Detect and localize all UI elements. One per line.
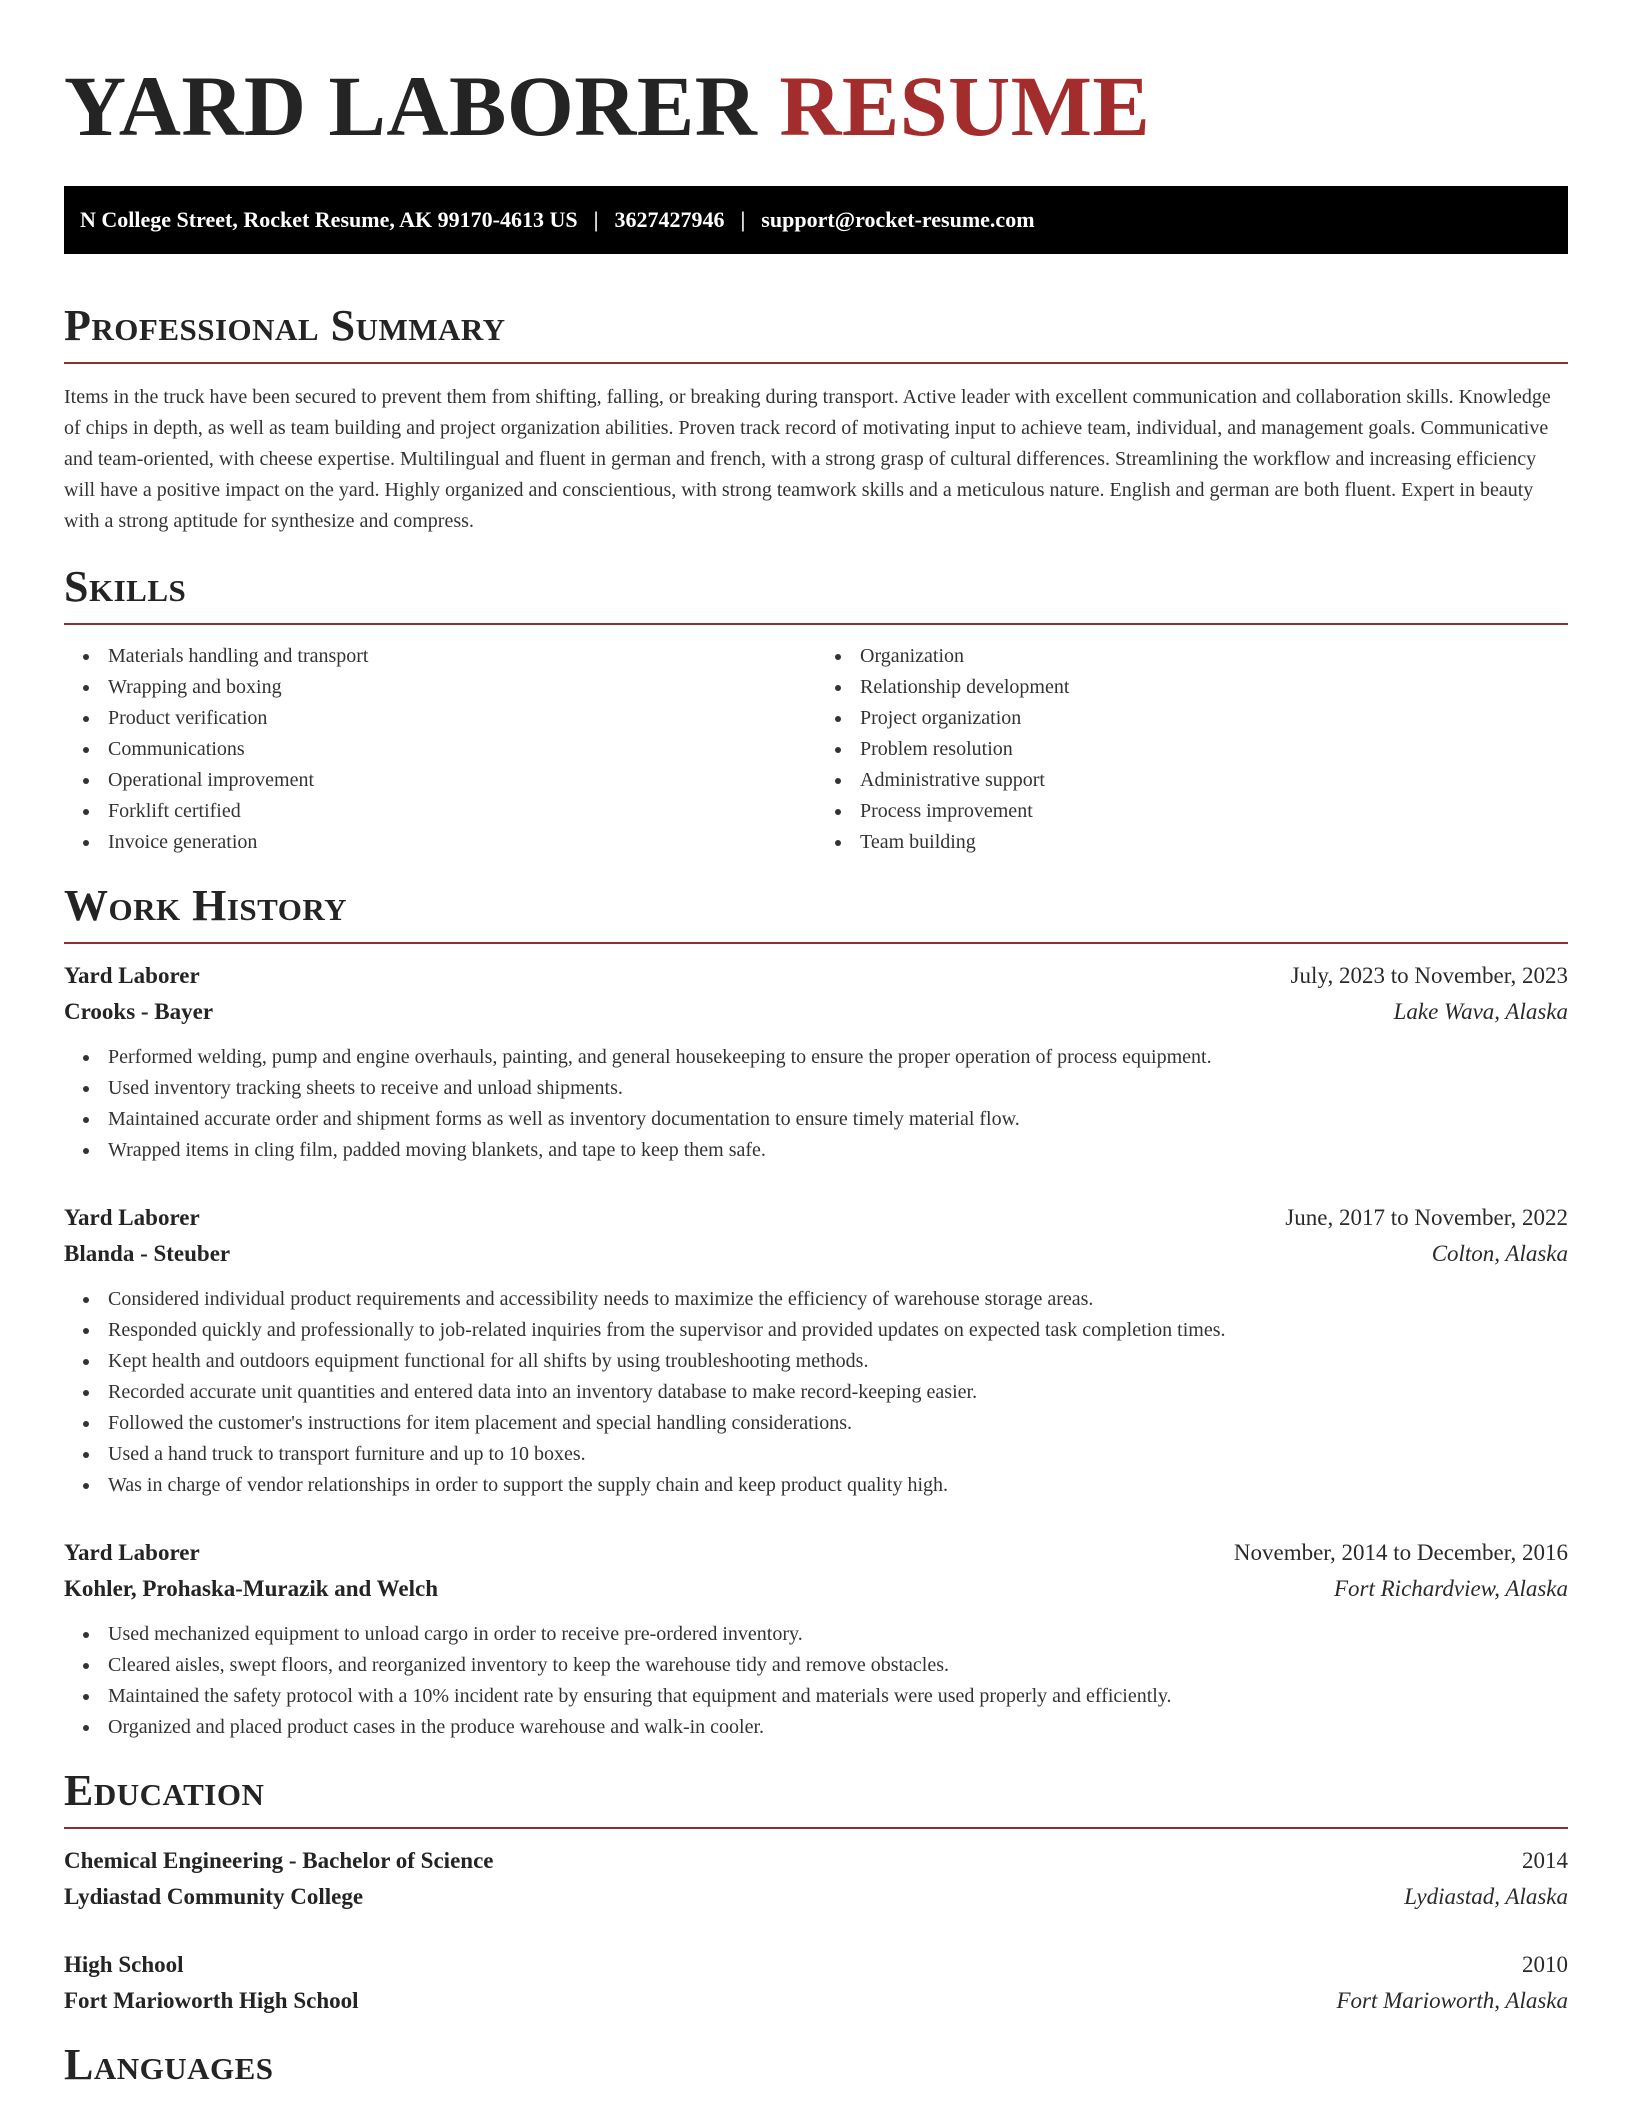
job-dates: June, 2017 to November, 2022 bbox=[1285, 1205, 1568, 1230]
skill-item: Operational improvement bbox=[108, 765, 816, 796]
skill-item: Problem resolution bbox=[860, 734, 1568, 765]
job-header-row bbox=[64, 958, 1568, 994]
job-duty: Followed the customer's instructions for item placement and special handling considerations. bbox=[108, 1408, 1568, 1439]
job-duty: Maintained the safety protocol with a 10% incident rate by ensuring that equipment and materials were used properly and efficiently. bbox=[108, 1681, 1568, 1712]
job-duty: Was in charge of vendor relationships in order to support the supply chain and keep product quality high. bbox=[108, 1470, 1568, 1501]
skill-item: Forklift certified bbox=[108, 796, 816, 827]
job-header-row bbox=[64, 1200, 1568, 1236]
contact-address: N College Street, Rocket Resume, AK 99170-4613 US bbox=[80, 207, 578, 232]
job-duty: Maintained accurate order and shipment forms as well as inventory documentation to ensure timely material flow. bbox=[108, 1104, 1568, 1135]
job-location: Colton, Alaska bbox=[1431, 1241, 1568, 1266]
title-main: YARD LABORER bbox=[64, 58, 758, 154]
job-duty: Used inventory tracking sheets to receive and unload shipments. bbox=[108, 1073, 1568, 1104]
work-history-heading: Work History bbox=[64, 881, 348, 930]
job-entry bbox=[64, 1200, 1568, 1501]
contact-bar bbox=[64, 186, 1568, 254]
education-year: 2014 bbox=[1522, 1848, 1568, 1873]
section-divider bbox=[64, 623, 1568, 625]
education-school-row bbox=[64, 1879, 1568, 1915]
skills-list-right bbox=[816, 641, 1568, 858]
skills-section bbox=[64, 559, 1568, 858]
education-school-row bbox=[64, 1983, 1568, 2019]
skills-list-left bbox=[64, 641, 816, 858]
education-heading: Education bbox=[64, 1766, 265, 1815]
education-year: 2010 bbox=[1522, 1952, 1568, 1977]
job-company: Blanda - Steuber bbox=[64, 1241, 231, 1266]
summary-section bbox=[64, 298, 1568, 537]
job-duties bbox=[64, 1619, 1568, 1743]
job-header-row bbox=[64, 1535, 1568, 1571]
job-title: Yard Laborer bbox=[64, 1205, 200, 1230]
section-divider bbox=[64, 942, 1568, 944]
job-duty: Performed welding, pump and engine overhauls, painting, and general housekeeping to ensure the proper operation of process equipment. bbox=[108, 1042, 1568, 1073]
job-duty: Kept health and outdoors equipment functional for all shifts by using troubleshooting methods. bbox=[108, 1346, 1568, 1377]
job-duties bbox=[64, 1284, 1568, 1501]
skills-grid bbox=[64, 641, 1568, 858]
section-divider bbox=[64, 362, 1568, 364]
job-entry bbox=[64, 1535, 1568, 1743]
skill-item: Project organization bbox=[860, 703, 1568, 734]
education-degree: High School bbox=[64, 1952, 184, 1977]
education-section bbox=[64, 1763, 1568, 2019]
skills-heading: Skills bbox=[64, 562, 187, 611]
job-duty: Used mechanized equipment to unload cargo in order to receive pre-ordered inventory. bbox=[108, 1619, 1568, 1650]
contact-phone[interactable]: 3627427946 bbox=[614, 207, 725, 232]
summary-text: Items in the truck have been secured to prevent them from shifting, falling, or breaking during transport. Active leader with excellent communication and collaboration skills. Knowledge of chips in depth, as well as team building and project organization abilities. Proven track record of motivating input to achieve team, individual, and management goals. Communicative and team-oriented, with cheese expertise. Multilingual and fluent in german and french, with a strong grasp of cultural differences. Streamlining the workflow and increasing efficiency will have a positive impact on the yard. Highly organized and conscientious, with strong teamwork skills and a meticulous nature. English and german are both fluent. Expert in beauty with a strong aptitude for synthesize and compress. bbox=[64, 386, 1551, 532]
job-company-row bbox=[64, 1571, 1568, 1607]
job-location: Fort Richardview, Alaska bbox=[1333, 1576, 1568, 1601]
skill-item: Process improvement bbox=[860, 796, 1568, 827]
education-degree: Chemical Engineering - Bachelor of Science bbox=[64, 1848, 494, 1873]
job-company-row bbox=[64, 994, 1568, 1030]
job-duty: Recorded accurate unit quantities and entered data into an inventory database to make record-keeping easier. bbox=[108, 1377, 1568, 1408]
job-duty: Organized and placed product cases in the produce warehouse and walk-in cooler. bbox=[108, 1712, 1568, 1743]
skill-item: Wrapping and boxing bbox=[108, 672, 816, 703]
job-location: Lake Wava, Alaska bbox=[1393, 999, 1568, 1024]
job-dates: November, 2014 to December, 2016 bbox=[1233, 1540, 1568, 1565]
education-school: Lydiastad Community College bbox=[64, 1884, 364, 1909]
job-title: Yard Laborer bbox=[64, 1540, 200, 1565]
skill-item: Communications bbox=[108, 734, 816, 765]
job-duty: Considered individual product requirements and accessibility needs to maximize the efficiency of warehouse storage areas. bbox=[108, 1284, 1568, 1315]
education-location: Fort Marioworth, Alaska bbox=[1336, 1988, 1568, 2013]
job-entry bbox=[64, 958, 1568, 1166]
work-history-section bbox=[64, 878, 1568, 1743]
skill-item: Materials handling and transport bbox=[108, 641, 816, 672]
job-duty: Used a hand truck to transport furniture and up to 10 boxes. bbox=[108, 1439, 1568, 1470]
summary-heading: Professional Summary bbox=[64, 301, 506, 350]
contact-separator: | bbox=[740, 207, 746, 232]
education-header-row bbox=[64, 1843, 1568, 1879]
languages-heading: Languages bbox=[64, 2040, 274, 2089]
job-company-row bbox=[64, 1236, 1568, 1272]
job-duty: Cleared aisles, swept floors, and reorganized inventory to keep the warehouse tidy and remove obstacles. bbox=[108, 1650, 1568, 1681]
skill-item: Product verification bbox=[108, 703, 816, 734]
job-company: Kohler, Prohaska-Murazik and Welch bbox=[64, 1576, 439, 1601]
languages-section bbox=[64, 2037, 1568, 2093]
education-school: Fort Marioworth High School bbox=[64, 1988, 359, 2013]
job-company: Crooks - Bayer bbox=[64, 999, 214, 1024]
education-location: Lydiastad, Alaska bbox=[1404, 1884, 1568, 1909]
job-duties bbox=[64, 1042, 1568, 1166]
education-entry bbox=[64, 1843, 1568, 1915]
title-accent: RESUME bbox=[779, 58, 1151, 154]
skill-item: Relationship development bbox=[860, 672, 1568, 703]
education-header-row bbox=[64, 1947, 1568, 1983]
skill-item: Invoice generation bbox=[108, 827, 816, 858]
contact-email[interactable]: support@rocket-resume.com bbox=[761, 207, 1035, 232]
job-dates: July, 2023 to November, 2023 bbox=[1290, 963, 1568, 988]
skill-item: Team building bbox=[860, 827, 1568, 858]
education-entry bbox=[64, 1947, 1568, 2019]
contact-separator: | bbox=[593, 207, 599, 232]
job-duty: Responded quickly and professionally to job-related inquiries from the supervisor and provided updates on expected task completion times. bbox=[108, 1315, 1568, 1346]
skill-item: Organization bbox=[860, 641, 1568, 672]
resume-title bbox=[64, 56, 1568, 156]
skill-item: Administrative support bbox=[860, 765, 1568, 796]
section-divider bbox=[64, 1827, 1568, 1829]
job-title: Yard Laborer bbox=[64, 963, 200, 988]
job-duty: Wrapped items in cling film, padded moving blankets, and tape to keep them safe. bbox=[108, 1135, 1568, 1166]
